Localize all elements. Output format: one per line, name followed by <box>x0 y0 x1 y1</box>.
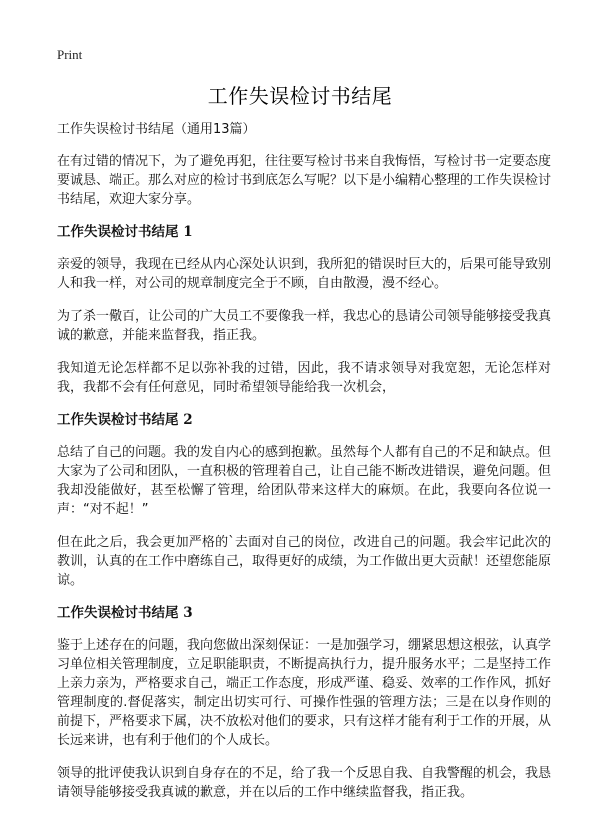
section-3-heading: 工作失误检讨书结尾 3 <box>57 605 193 621</box>
section-2-heading: 工作失误检讨书结尾 2 <box>57 412 193 428</box>
section-1-paragraph-1: 亲爱的领导，我现在已经从内心深处认识到，我所犯的错误时巨大的，后果可能导致别人和我一样，对公司的规章制度完全于不顾，自由散漫，漫不经心。 <box>57 257 552 291</box>
section-1-paragraph-3: 我知道无论怎样都不足以弥补我的过错，因此，我不请求领导对我宽恕，无论怎样对我，我都不会有任何意见，同时希望领导能给我一次机会， <box>57 361 551 395</box>
section-2-paragraph-2: 但在此之后，我会更加严格的`去面对自己的岗位，改进自己的问题。我会牢记此次的教训，认真的在工作中磨练自己，取得更好的成绩，为工作做出更大贡献！还望您能原谅。 <box>57 535 552 588</box>
intro-paragraph: 在有过错的情况下，为了避免再犯，往往要写检讨书来自我悔悟，写检讨书一定要态度要诚恳、端正。那么对应的检讨书到底怎么写呢？以下是小编精心整理的工作失误检讨书结尾，欢迎大家分享。 <box>57 154 552 207</box>
section-3-paragraph-2: 领导的批评使我认识到自身存在的不足，给了我一个反思自我、自我警醒的机会，我恳请领导能够接受我真诚的歉意，并在以后的工作中继续监督我，指正我。 <box>57 766 552 800</box>
page-title: 工作失误检讨书结尾 <box>207 84 393 108</box>
section-1-heading: 工作失误检讨书结尾 1 <box>57 224 193 240</box>
section-3-paragraph-1: 鉴于上述存在的问题，我向您做出深刻保证：一是加强学习，绷紧思想这根弦，认真学习单位相关管理制度，立足职能职责，不断提高执行力，提升服务水平；二是坚持工作上亲力亲为，严格要求自己，端正工作态度，形成严谨、稳妥、效率的工作作风，抓好管理制度的.督促落实，制定出切实可行、可操作性强的管理方法；三是在以身作则的前提下，严格要求下属，决不放松对他们的要求，只有这样才能有利于工作的开展，从长远来讲，也有利于他们的个人成长。 <box>57 638 552 748</box>
section-2-paragraph-1: 总结了自己的问题。我的发自内心的感到抱歉。虽然每个人都有自己的不足和缺点。但大家为了公司和团队，一直积极的管理着自己，让自己能不断改进错误，避免问题。但我却没能做好，甚至松懈了管理，给团队带来这样大的麻烦。在此，我要向各位说一声：“对不起！” <box>57 445 552 517</box>
document-subtitle: 工作失误检讨书结尾（通用13篇） <box>57 122 256 137</box>
print-link[interactable]: Print <box>57 47 83 62</box>
section-1-paragraph-2: 为了杀一儆百，让公司的广大员工不要像我一样，我忠心的恳请公司领导能够接受我真诚的歉意，并能来监督我，指正我。 <box>57 309 552 343</box>
document-body <box>57 120 551 816</box>
